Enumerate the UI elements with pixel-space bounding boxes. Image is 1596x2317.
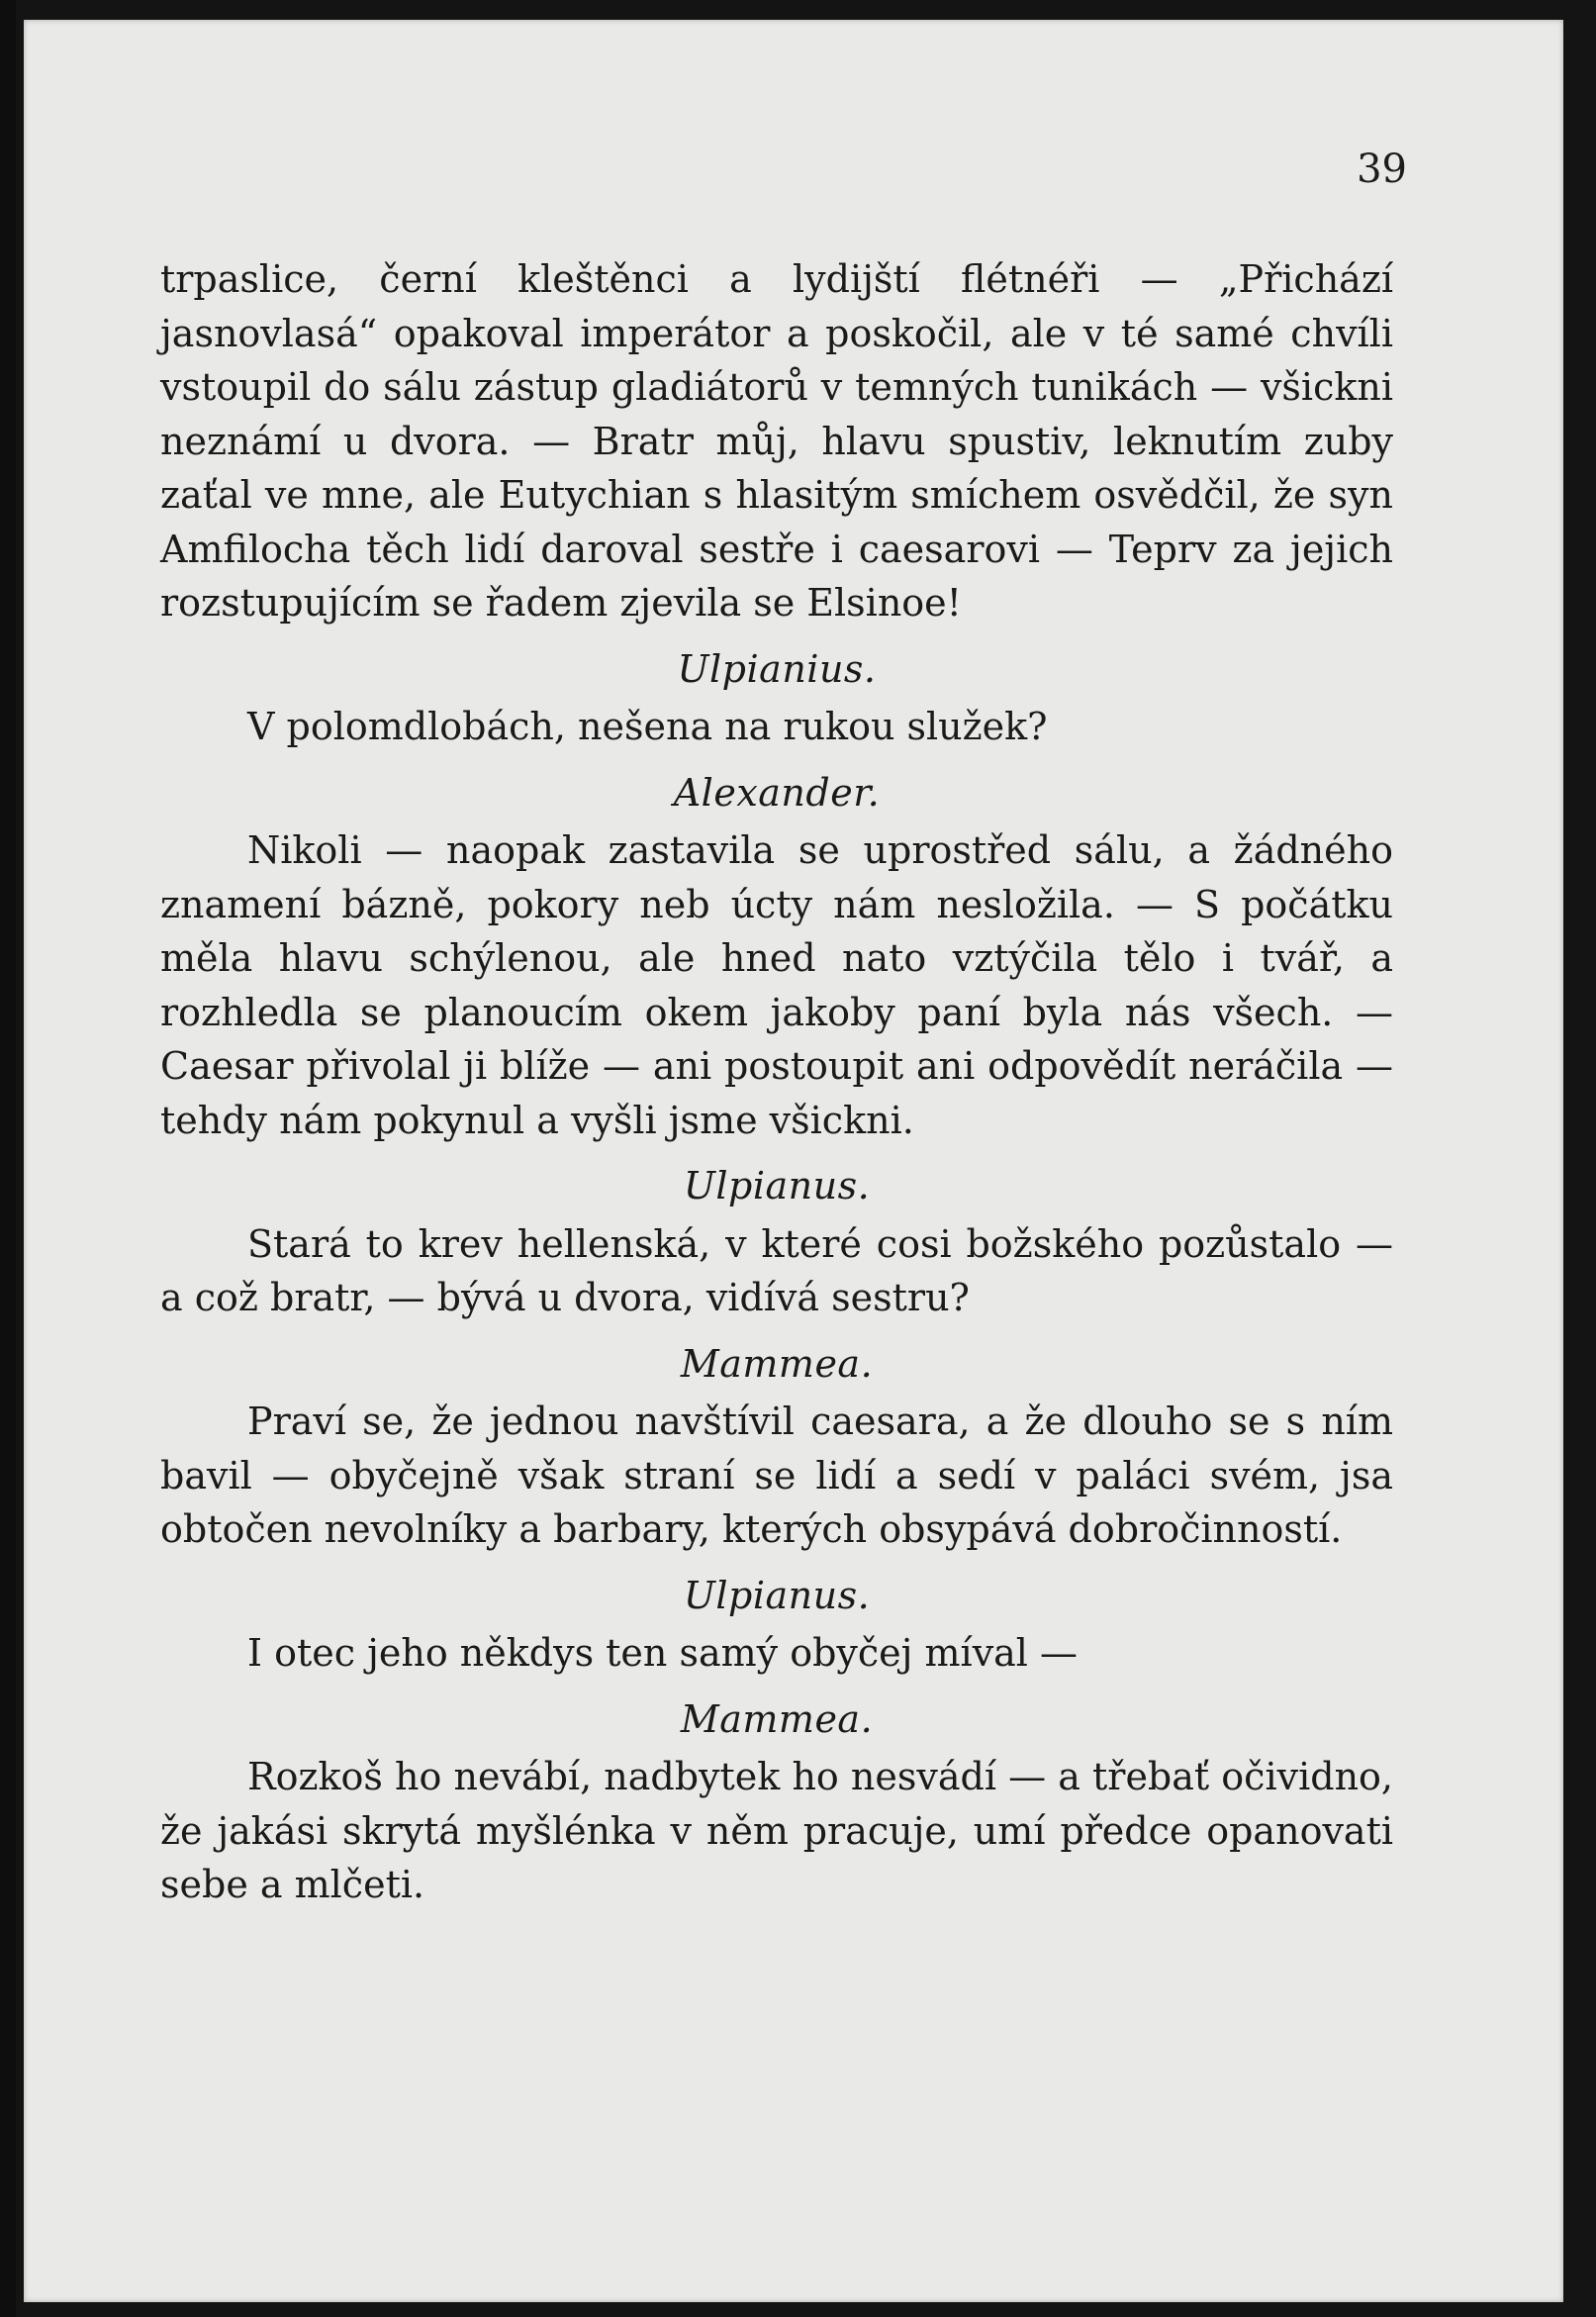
paragraph-4: Stará to krev hellenská, v které cosi božského pozůstalo — a což bratr, — bývá u dvora, vidívá sestru? [160,1221,1393,1319]
paragraph-6: I otec jeho někdys ten samý obyčej míval — [247,1631,1079,1675]
speaker-mammea-1: Mammea. [680,1341,874,1386]
speaker-ulpianus-1: Ulpianus. [683,1164,871,1207]
paragraph-1: trpaslice, černí kleštěnci a lydijští flétnéři — „Přichází jasnovlasá“ opakoval imperátor a poskočil, ale v té samé chvíli vstoupil do sálu zástup gladiátorů v temných tunikách — všickni neznámí u dvora. — Bratr můj, hlavu spustiv, leknutím zuby zaťal ve mne, ale Eutychian s hlasitým smíchem osvědčil, že syn Amfilocha těch lidí daroval sestře i caesarovi — Teprv za jejich rozstupujícím se řadem zjevila se Elsinoe! [160,257,1393,625]
page-body [160,252,1393,1912]
speaker-ulpianus-2: Ulpianus. [683,1573,871,1617]
paragraph-5: Praví se, že jednou navštívil caesara, a že dlouho se s ním bavil — obyčejně však straní se lidí a sedí v paláci svém, jsa obtočen nevolníky a barbary, kterých obsypává dobročinností. [160,1400,1393,1551]
page-number: 39 [1357,146,1407,192]
speaker-mammea-2: Mammea. [680,1696,874,1741]
speaker-ulpianius: Ulpianius. [677,646,877,691]
speaker-alexander: Alexander. [673,770,881,815]
book-page [24,20,1563,2302]
paragraph-2: V polomdlobách, nešena na rukou služek? [247,705,1048,748]
paragraph-3: Nikoli — naopak zastavila se uprostřed sálu, a žádného znamení bázně, pokory neb úcty nám nesložila. — S počátku měla hlavu schýlenou, ale hned nato vztýčila tělo i tvář, a rozhledla se planoucím okem jakoby paní byla nás všech. — Caesar přivolal ji blíže — ani postoupit ani odpovědít neráčila — tehdy nám pokynul a vyšli jsme všickni. [160,828,1393,1142]
scan-border [0,0,16,2317]
paragraph-7: Rozkoš ho nevábí, nadbytek ho nesvádí — a třebať očividno, že jakási skrytá myšlénka v něm pracuje, umí předce opanovati sebe a mlčeti. [160,1755,1393,1906]
